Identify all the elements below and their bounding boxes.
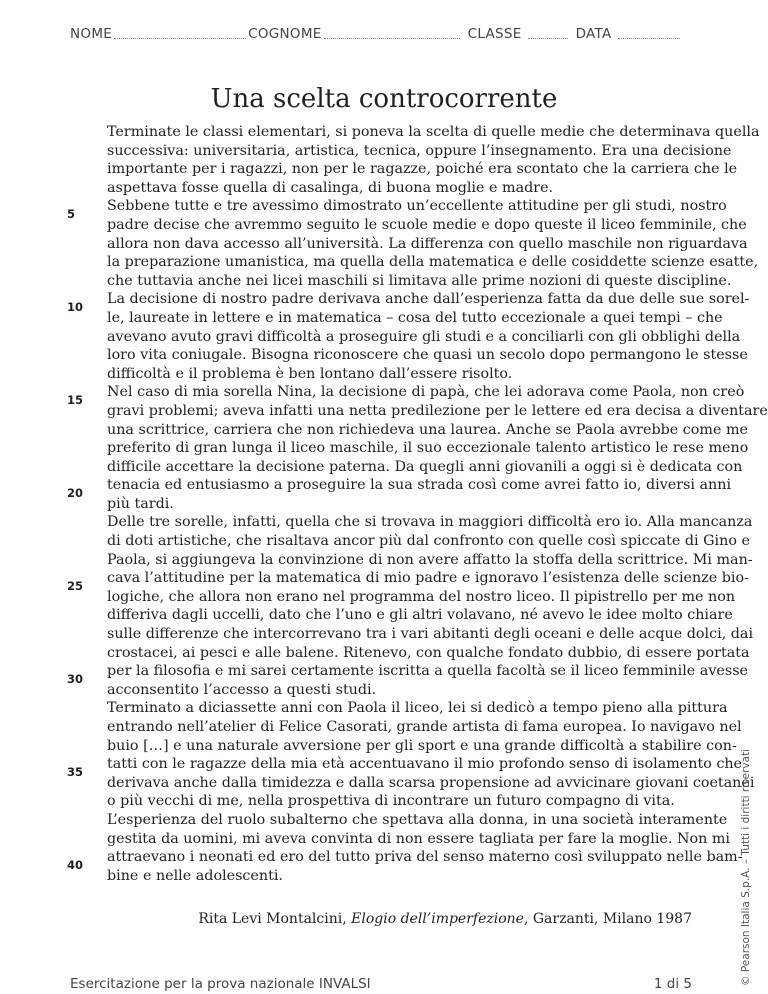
line-number: 25 [67,579,84,593]
text-line: derivava anche dalla timidezza e dalla scarsa propensione ad avvicinare giovani coetanei [107,774,755,791]
page-title: Una scelta controcorrente [210,84,558,114]
text-line: attraevano i neonati ed ero del tutto priva del senso materno così sviluppato nelle bam- [107,849,743,866]
text-line: Nel caso di mia sorella Nina, la decisione di papà, che lei adorava come Paola, non creò [107,384,745,401]
text-line: avevano avuto gravi difficoltà a proseguire gli studi e a conciliarli con gli obblighi della [107,328,741,345]
text-line: importante per i ragazzi, non per le ragazze, poiché era scontato che la carriera che le [107,161,738,178]
text-line: logiche, che allora non erano nel programma del nostro liceo. Il pipistrello per me non [107,588,736,605]
text-line: Sebbene tutte e tre avessimo dimostrato un’eccellente attitudine per gli studi, nostro [107,198,727,215]
line-number: 30 [67,672,84,686]
text-line: La decisione di nostro padre derivava anche dall’esperienza fatta da due delle sue sorel- [107,291,750,308]
text-line: crostacei, ai pesci e alle balene. Ritenevo, con qualche fondato dubbio, di essere portata [107,644,750,661]
citation [198,911,692,927]
text-line: di doti artistiche, che risaltava ancor più dal confronto con quelle così spiccate di Gino e [107,533,750,550]
citation-work: Elogio dell’imperfezione [351,911,524,927]
text-line: tatti con le ragazze della mia età accentuavano il mio profondo senso di isolamento che [107,756,743,773]
text-line: una scrittrice, carriera che non richiedeva una laurea. Anche se Paola avrebbe come me [107,421,748,438]
text-line: allora non dava accesso all’università. La differenza con quello maschile non riguardava [107,235,748,252]
nome-label: NOME [70,26,113,42]
line-number: 15 [67,393,84,407]
data-field[interactable] [618,28,680,39]
text-line: padre decise che avremmo seguito le scuole medie e dopo queste il liceo femminile, che [107,216,747,233]
text-line: successiva: universitaria, artistica, tecnica, oppure l’insegnamento. Era una decisione [107,142,732,159]
line-number: 10 [67,300,84,314]
text-line: bine e nelle adolescenti. [107,867,283,884]
text-line: per la filosofia e mi sarei certamente iscritta a quella facoltà se il liceo femminile avesse [107,663,748,680]
text-line: tenacia ed entusiasmo a proseguire la sua strada così come avrei fatto io, diversi anni [107,477,732,494]
text-line: gestita da uomini, mi aveva convinta di non essere tagliata per fare la moglie. Non mi [107,830,730,847]
text-line: più tardi. [107,495,174,512]
copyright-notice: © Pearson Italia S.p.A. – Tutti i diritti riservati [740,748,752,986]
text-line: la preparazione umanistica, ma quella della matematica e delle cosiddette scienze esatte, [107,254,759,271]
line-number: 35 [67,765,84,779]
text-line: entrando nell’atelier di Felice Casorati, grande artista di fama europea. Io navigavo nel [107,719,742,735]
line-number: 20 [67,486,84,500]
text-line: difficile accettare la decisione paterna. Da quegli anni giovanili a oggi si è dedicata con [107,458,743,475]
text-line: preferito di gran lunga il liceo maschile, il suo eccezionale talento artistico le rese meno [107,440,749,457]
text-line: cava l’attitudine per la matematica di mio padre e ignoravo l’esistenza delle scienze bio- [107,570,749,587]
cognome-field[interactable] [324,28,460,39]
line-number: 40 [67,858,84,872]
text-line: L’esperienza del ruolo subalterno che spettava alla donna, in una società interamente [107,811,728,828]
citation-author: Rita Levi Montalcini, [198,911,352,927]
text-line: Paola, si aggiungeva la convinzione di non avere affatto la stoffa della scrittrice. Mi man- [107,551,753,568]
nome-field[interactable] [114,28,246,39]
line-number: 5 [67,207,76,221]
text-line: Delle tre sorelle, infatti, quella che si trovava in maggiori difficoltà ero io. Alla mancanza [107,514,753,531]
text-line: acconsentito l’accesso a questi studi. [107,681,377,698]
text-line: o più vecchi di me, nella prospettiva di incontrare un futuro compagno di vita. [107,793,675,810]
text-line: aspettava fosse quella di casalinga, di buona moglie e madre. [107,179,554,196]
student-info-header [70,24,690,42]
text-line: le, laureate in lettere e in matematica – cosa del tutto eccezionale a quei tempi – che [107,309,723,326]
cognome-label: COGNOME [248,26,322,42]
text-line: sulle differenze che intercorrevano tra i vari abitanti degli oceani e delle acque dolci, dai [107,626,754,643]
classe-label: CLASSE [467,26,522,42]
citation-publisher: , Garzanti, Milano 1987 [523,911,692,927]
text-line: Terminate le classi elementari, si poneva la scelta di quelle medie che determinava quella [107,124,760,140]
text-line: difficoltà e il problema è ben lontano dall’essere risolto. [107,365,513,382]
classe-field[interactable] [528,28,568,39]
text-line: Terminato a diciassette anni con Paola il liceo, lei si dedicò a tempo pieno alla pittura [107,700,728,717]
text-line: che tuttavia anche nei licei maschili si limitava alle prime nozioni di queste discipline. [107,272,732,289]
text-line: loro vita coniugale. Bisogna riconoscere che quasi un secolo dopo permangono le stesse [107,347,748,364]
footer-title: Esercitazione per la prova nazionale INVALSI [70,976,371,992]
page-number: 1 di 5 [653,976,692,992]
text-line: gravi problemi; aveva infatti una netta predilezione per le lettere ed era decisa a diventare [107,402,768,419]
data-label: DATA [575,26,612,42]
text-line: differiva dagli uccelli, dato che l’uno e gli altri volavano, né avevo le idee molto chiare [107,607,733,624]
text-line: buio […] e una naturale avversione per gli sport e una grande difficoltà a stabilire con- [107,737,737,754]
